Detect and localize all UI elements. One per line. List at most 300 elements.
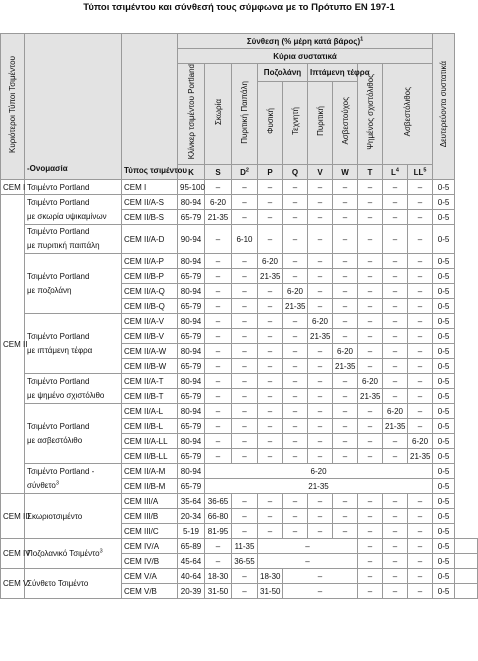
table-cell: – [205, 404, 232, 419]
table-cell: 18-30 [205, 569, 232, 584]
table-cell: – [308, 269, 333, 284]
table-cell: – [283, 314, 308, 329]
table-cell: 65-79 [178, 359, 205, 374]
table-cell: 0-5 [433, 374, 455, 389]
cement-name [25, 494, 122, 539]
cement-name [25, 314, 122, 374]
table-cell: 0-5 [433, 269, 455, 284]
table-cell: 80-94 [178, 314, 205, 329]
table-cell: 20-34 [178, 509, 205, 524]
table-cell: – [205, 269, 232, 284]
table-cell: – [383, 195, 408, 210]
table-cell: – [358, 509, 383, 524]
table-cell: – [308, 419, 333, 434]
table-cell: 6-20 [283, 284, 308, 299]
table-cell: 65-79 [178, 329, 205, 344]
table-cell: – [333, 419, 358, 434]
table-cell: 0-5 [433, 554, 455, 569]
table-cell: 11-35 [232, 539, 258, 554]
cement-name [25, 254, 122, 314]
table-cell: 0-5 [433, 195, 455, 210]
table-cell: – [308, 284, 333, 299]
table-cell: – [283, 329, 308, 344]
table-cell: – [408, 299, 433, 314]
table-cell: 65-79 [178, 479, 205, 494]
table-cell: – [358, 329, 383, 344]
table-cell: 65-79 [178, 269, 205, 284]
table-cell: – [408, 210, 433, 225]
cement-type: CEM IV/A [122, 539, 178, 554]
table-cell: – [408, 419, 433, 434]
cement-name-line: με ιπτάμενη τέφρα [27, 345, 93, 355]
table-cell: 0-5 [433, 359, 455, 374]
table-cell: – [232, 509, 258, 524]
sym-D-note: 2 [245, 166, 249, 173]
table-row [1, 464, 478, 479]
table-cell: 0-5 [433, 419, 455, 434]
cement-type: CEM I [122, 180, 178, 195]
table-cell: – [408, 180, 433, 195]
table-cell: – [358, 284, 383, 299]
col-header-silica-fume: Πυριτική Παιπάλη [240, 80, 249, 144]
table-row [1, 225, 478, 254]
table-cell: – [205, 359, 232, 374]
table-cell: – [333, 314, 358, 329]
table-cell: – [383, 254, 408, 269]
table-cell: 0-5 [433, 254, 455, 269]
table-cell: – [333, 434, 358, 449]
sym-LL: LL [413, 167, 424, 177]
col-header-calcareous: Ασβεστούχος [340, 97, 350, 145]
table-cell: – [308, 524, 333, 539]
cement-type: CEM IV/B [122, 554, 178, 569]
table-cell: – [205, 314, 232, 329]
table-cell: – [205, 254, 232, 269]
composition-header: Σύνθεση (% μέρη κατά βάρος) [246, 36, 361, 46]
table-cell: 66-80 [205, 509, 232, 524]
table-cell: – [333, 329, 358, 344]
table-cell: – [333, 449, 358, 464]
table-cell: – [205, 419, 232, 434]
table-cell: – [383, 494, 408, 509]
table-cell: 95-100 [178, 180, 205, 195]
table-cell: 0-5 [433, 225, 455, 254]
table-cell: – [408, 314, 433, 329]
table-cell: – [408, 584, 433, 599]
group-code: CEM I [1, 180, 25, 195]
table-cell: 65-79 [178, 299, 205, 314]
table-row [1, 195, 478, 210]
table-cell: 0-5 [433, 539, 455, 554]
col-header-slag: Σκωρία [213, 98, 223, 126]
table-cell: – [205, 180, 232, 195]
table-cell: – [205, 449, 232, 464]
table-cell: – [258, 314, 283, 329]
table-cell: 21-35 [283, 299, 308, 314]
table-cell: – [283, 180, 308, 195]
table-cell: – [232, 195, 258, 210]
table-cell: 35-64 [178, 494, 205, 509]
table-cell: – [308, 299, 333, 314]
table-cell: 80-94 [178, 254, 205, 269]
table-cell: – [205, 299, 232, 314]
cement-name-line: Τσιμέντο Portland [27, 227, 90, 236]
cement-name-line: με πυριτική παιπάλη [27, 241, 100, 250]
table-cell: – [408, 524, 433, 539]
table-cell: 6-20 [358, 374, 383, 389]
cement-type: CEM II/B-W [122, 359, 178, 374]
cement-type: CEM II/B-V [122, 329, 178, 344]
table-cell: – [383, 284, 408, 299]
table-cell: – [232, 299, 258, 314]
table-cell: – [283, 404, 308, 419]
table-cell: – [258, 374, 283, 389]
composition-note: 1 [360, 35, 364, 42]
table-cell: – [358, 449, 383, 464]
table-cell: 80-94 [178, 374, 205, 389]
table-cell: 0-5 [433, 299, 455, 314]
group-code: CEM V [1, 569, 25, 599]
cement-type: CEM II/B-L [122, 419, 178, 434]
table-cell: – [383, 314, 408, 329]
sym-L: L [391, 167, 396, 177]
table-cell: 80-94 [178, 344, 205, 359]
table-cell: – [232, 524, 258, 539]
table-cell: 65-89 [178, 539, 205, 554]
table-cell: – [383, 584, 408, 599]
table-cell: – [283, 509, 308, 524]
table-cell: – [308, 344, 333, 359]
table-cell: – [308, 254, 333, 269]
table-cell: – [358, 225, 383, 254]
table-cell: 21-35 [358, 389, 383, 404]
table-cell: – [358, 299, 383, 314]
table-cell: – [258, 329, 283, 344]
table-cell: – [232, 389, 258, 404]
cement-name [25, 539, 122, 569]
table-row [1, 539, 478, 554]
cement-name [25, 569, 122, 599]
table-cell: – [283, 374, 308, 389]
table-cell: – [358, 210, 383, 225]
table-cell: – [333, 254, 358, 269]
table-cell: – [333, 494, 358, 509]
cement-type: CEM II/A-P [122, 254, 178, 269]
cement-name-line: Σύνθετο Τσιμέντο [27, 579, 89, 588]
table-cell: – [408, 539, 433, 554]
cement-type: CEM III/B [122, 509, 178, 524]
limestone-header: Ασβεστόλιθος [403, 87, 413, 137]
table-cell: – [232, 269, 258, 284]
cement-type: CEM II/A-W [122, 344, 178, 359]
table-cell: – [205, 344, 232, 359]
table-cell: – [358, 195, 383, 210]
sym-LL-note: 5 [423, 166, 427, 173]
cement-type: CEM V/A [122, 569, 178, 584]
sym-L-note: 4 [395, 166, 399, 173]
table-cell: – [232, 329, 258, 344]
table-cell: – [408, 494, 433, 509]
pozzolana-header: Ποζολάνη [263, 67, 302, 77]
table-cell: 0-5 [433, 404, 455, 419]
table-cell: – [283, 269, 308, 284]
cement-name [25, 374, 122, 404]
table-cell: – [408, 344, 433, 359]
table-cell: 0-5 [433, 434, 455, 449]
table-cell: – [358, 434, 383, 449]
table-row [1, 374, 478, 389]
table-cell: 20-39 [178, 584, 205, 599]
table-cell: – [258, 389, 283, 404]
table-cell: – [258, 449, 283, 464]
table-cell: – [283, 359, 308, 374]
cement-name-line: με σκωρία υψικαμίνων [27, 211, 107, 221]
table-cell: 0-5 [433, 494, 455, 509]
table-cell: 0-5 [433, 210, 455, 225]
table-cell: 6-20 [205, 195, 232, 210]
table-cell: – [308, 359, 333, 374]
table-cell: – [232, 449, 258, 464]
table-cell: – [358, 419, 383, 434]
table-cell: – [383, 269, 408, 284]
group-code: CEM IV [1, 539, 25, 569]
cement-name [25, 464, 122, 494]
table-cell: – [333, 210, 358, 225]
cement-name-line: με ποζολάνη [27, 285, 72, 295]
cement-name-line: με ψημένο σχιστόλιθο [27, 390, 105, 400]
col-header-siliceous: Πυριτική [315, 105, 325, 136]
table-cell: 65-79 [178, 449, 205, 464]
table-cell: – [258, 284, 283, 299]
table-row [1, 404, 478, 419]
cement-name-line: Τσιμέντο Portland [27, 271, 90, 281]
table-cell: 0-5 [433, 569, 455, 584]
cement-type: CEM III/C [122, 524, 178, 539]
table-cell: – [232, 314, 258, 329]
naming-header: -Ονομασία [27, 164, 68, 173]
table-cell [455, 584, 478, 599]
table-cell: – [232, 494, 258, 509]
table-cell: – [333, 225, 358, 254]
cement-type: CEM II/B-LL [122, 449, 178, 464]
table-cell: – [283, 344, 308, 359]
table-cell: – [258, 404, 283, 419]
table-cell: – [408, 569, 433, 584]
table-cell: – [258, 509, 283, 524]
table-cell: – [383, 344, 408, 359]
table-cell: – [308, 389, 333, 404]
table-cell: – [308, 225, 333, 254]
table-cell: – [308, 494, 333, 509]
table-cell: – [283, 389, 308, 404]
table-cell: – [258, 434, 283, 449]
cement-name-line: Ποζολανικό Τσιμέντο [27, 549, 100, 558]
table-cell: 0-5 [433, 509, 455, 524]
table-row [1, 494, 478, 509]
table-cell: – [383, 329, 408, 344]
table-cell: – [308, 374, 333, 389]
table-cell: – [205, 284, 232, 299]
table-cell: – [258, 359, 283, 374]
table-cell: – [333, 284, 358, 299]
table-cell: – [232, 284, 258, 299]
footnote-mark: 3 [55, 479, 59, 486]
table-cell: – [308, 449, 333, 464]
table-cell: – [258, 554, 358, 569]
table-cell: – [205, 389, 232, 404]
table-cell: 90-94 [178, 225, 205, 254]
table-row [1, 569, 478, 584]
table-cell: – [383, 569, 408, 584]
cement-name-line: Τσιμέντο Portland [27, 182, 90, 192]
table-cell: – [205, 434, 232, 449]
table-cell: – [358, 494, 383, 509]
table-cell: 0-5 [433, 314, 455, 329]
table-cell: 6-20 [258, 254, 283, 269]
table-cell: 21-35 [205, 479, 433, 494]
table-cell: – [333, 195, 358, 210]
cement-name-line: Τσιμέντο Portland [27, 376, 90, 386]
table-cell: – [358, 359, 383, 374]
table-cell: 6-10 [232, 225, 258, 254]
table-cell: – [383, 374, 408, 389]
sym-P: P [258, 165, 283, 180]
table-cell: 65-79 [178, 210, 205, 225]
table-cell: – [232, 374, 258, 389]
col-header-natural: Φυσική [265, 107, 275, 134]
sym-K: K [178, 165, 205, 180]
table-cell: – [333, 374, 358, 389]
secondary-header: Δευτερεύοντα συστατικά [439, 61, 449, 148]
table-cell: – [283, 195, 308, 210]
cement-name-line: Σκωριοτσιμέντο [27, 511, 83, 521]
table-row [1, 254, 478, 269]
main-types-header: Κυριότεροι Τύποι Τσιμέντου [8, 55, 17, 153]
cement-type: CEM II/A-S [122, 195, 178, 210]
table-cell [455, 554, 478, 569]
table-cell: 65-79 [178, 419, 205, 434]
table-cell: – [258, 344, 283, 359]
table-cell: – [308, 180, 333, 195]
table-cell: – [408, 554, 433, 569]
table-cell: – [383, 554, 408, 569]
table-cell: 40-64 [178, 569, 205, 584]
table-cell: – [408, 374, 433, 389]
table-cell: – [383, 180, 408, 195]
cement-name [25, 195, 122, 225]
table-cell: – [383, 509, 408, 524]
table-cell: 0-5 [433, 389, 455, 404]
table-cell: 80-94 [178, 404, 205, 419]
cement-name-line: σύνθετο [27, 480, 56, 490]
table-cell: 0-5 [433, 449, 455, 464]
table-row [1, 180, 478, 195]
cement-type: CEM II/A-Q [122, 284, 178, 299]
cement-type-header: Τύπος τσιμέντου [124, 166, 188, 175]
cement-name-line: με ασβεστόλιθο [27, 435, 83, 445]
table-cell: – [383, 389, 408, 404]
table-cell: 36-65 [205, 494, 232, 509]
table-cell: 31-50 [258, 584, 283, 599]
table-cell: – [283, 584, 358, 599]
table-cell: – [232, 434, 258, 449]
cement-type: CEM II/A-L [122, 404, 178, 419]
table-cell: – [308, 509, 333, 524]
table-cell: – [383, 449, 408, 464]
fly-ash-header: Ιπτάμενη τέφρα [310, 67, 370, 77]
table-cell: 6-20 [383, 404, 408, 419]
group-code: CEM III [1, 494, 25, 539]
table-cell: – [333, 404, 358, 419]
table-cell: – [283, 434, 308, 449]
table-cell: – [283, 210, 308, 225]
table-cell: – [205, 554, 232, 569]
table-cell: – [358, 539, 383, 554]
sym-D: D [240, 167, 246, 177]
table-cell: 31-50 [205, 584, 232, 599]
table-cell: 0-5 [433, 584, 455, 599]
table-cell: 0-5 [433, 284, 455, 299]
table-cell: – [383, 210, 408, 225]
table-cell: 0-5 [433, 479, 455, 494]
table-cell: – [333, 299, 358, 314]
table-cell: – [232, 344, 258, 359]
table-cell: 18-30 [258, 569, 283, 584]
table-cell: – [308, 195, 333, 210]
cement-type: CEM II/A-D [122, 225, 178, 254]
table-cell: – [358, 314, 383, 329]
table-cell: 6-20 [408, 434, 433, 449]
table-cell [455, 569, 478, 584]
table-cell [455, 539, 478, 554]
table-cell: – [283, 494, 308, 509]
table-cell: – [258, 299, 283, 314]
table-row [1, 314, 478, 329]
table-cell: – [383, 524, 408, 539]
table-cell: – [358, 584, 383, 599]
table-cell: – [232, 359, 258, 374]
table-cell: 5-19 [178, 524, 205, 539]
table-cell: – [333, 389, 358, 404]
table-cell: 0-5 [433, 180, 455, 195]
table-cell: – [358, 180, 383, 195]
table-cell: – [358, 554, 383, 569]
group-code: CEM II [1, 195, 25, 494]
table-cell: – [258, 419, 283, 434]
sym-S: S [205, 165, 232, 180]
table-cell: – [232, 569, 258, 584]
table-cell: 21-35 [383, 419, 408, 434]
table-cell: – [333, 180, 358, 195]
cement-name-line: Τσιμέντο Portland - [27, 466, 95, 476]
table-cell: – [283, 419, 308, 434]
table-cell: 6-20 [308, 314, 333, 329]
table-cell: – [283, 569, 358, 584]
table-cell: – [283, 225, 308, 254]
table-cell: – [232, 584, 258, 599]
cement-type: CEM II/B-Q [122, 299, 178, 314]
cement-type: CEM V/B [122, 584, 178, 599]
table-cell: – [232, 419, 258, 434]
table-cell: – [205, 329, 232, 344]
table-cell: – [232, 210, 258, 225]
table-cell: – [258, 524, 283, 539]
table-cell: – [358, 404, 383, 419]
cement-name-line: Τσιμέντο Portland [27, 331, 90, 341]
table-cell: – [308, 404, 333, 419]
table-cell: 81-95 [205, 524, 232, 539]
table-cell: – [358, 569, 383, 584]
